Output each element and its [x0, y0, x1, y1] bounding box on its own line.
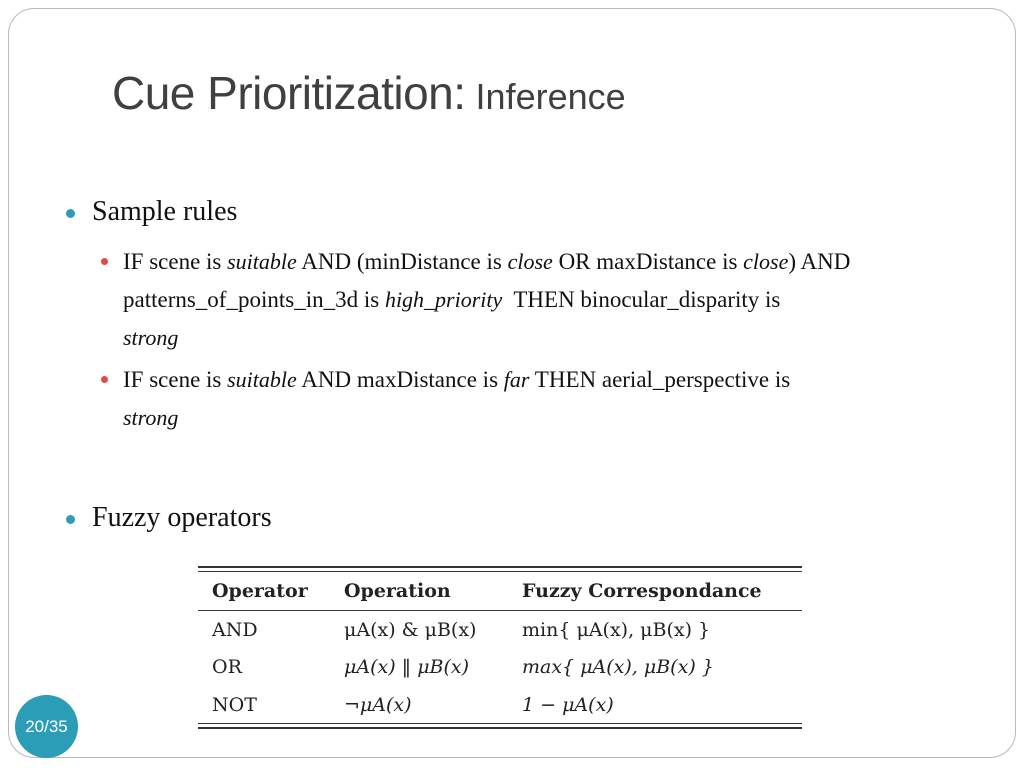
table-cell: OR	[212, 656, 242, 678]
rule-text: AND (minDistance is	[296, 249, 508, 274]
table-cell: μA(x) & μB(x)	[344, 619, 477, 641]
table-cell: ¬μA(x)	[344, 694, 412, 716]
sub-bullet-dot	[101, 376, 108, 383]
bullet-fuzzy-operators: Fuzzy operators	[92, 502, 272, 533]
rule-text: ) AND	[788, 249, 851, 274]
table-cell: NOT	[212, 694, 257, 716]
rule-1-line-3	[123, 319, 983, 357]
rule-italic: high_priority	[384, 287, 503, 312]
rule-italic: strong	[123, 325, 179, 350]
table-bottom-rule	[198, 723, 802, 724]
title-main: Cue Prioritization:	[112, 67, 466, 119]
rule-2	[123, 361, 983, 437]
rule-italic: close	[743, 249, 789, 274]
bullet-dot	[66, 515, 75, 524]
table-bottom-rule-2	[198, 727, 802, 729]
rule-italic: suitable	[227, 249, 297, 274]
rule-text: AND maxDistance is	[296, 367, 504, 392]
rule-italic: strong	[123, 405, 179, 430]
table-top-rule	[198, 566, 802, 568]
rule-text: THEN aerial_perspective is	[529, 367, 791, 392]
table-cell: min{ μA(x), μB(x) }	[522, 619, 711, 641]
rule-1-line-1	[123, 243, 983, 281]
rule-text: OR maxDistance is	[552, 249, 744, 274]
rule-text: IF scene is	[123, 367, 228, 392]
rule-1	[123, 243, 983, 357]
table-cell: AND	[212, 619, 258, 641]
rule-text: THEN binocular_disparity is	[502, 287, 781, 312]
title-sub: Inference	[465, 76, 626, 117]
table-cell: μA(x) ‖ μB(x)	[344, 656, 470, 678]
table-cell: 1 − μA(x)	[522, 694, 614, 716]
sub-bullet-dot	[101, 258, 108, 265]
table-header-fuzzy: Fuzzy Correspondance	[522, 580, 762, 602]
table-header-operation: Operation	[344, 580, 451, 602]
rule-2-line-1	[123, 361, 983, 399]
rule-italic: close	[507, 249, 553, 274]
rule-italic: far	[503, 367, 530, 392]
rule-text: patterns_of_points_in_3d is	[123, 287, 385, 312]
table-top-rule-2	[198, 571, 802, 572]
bullet-sample-rules: Sample rules	[92, 196, 238, 227]
rule-italic: suitable	[227, 367, 297, 392]
rule-2-line-2	[123, 399, 983, 437]
table-header-operator: Operator	[212, 580, 308, 602]
bullet-dot	[66, 209, 75, 218]
rule-text: IF scene is	[123, 249, 228, 274]
table-mid-rule	[198, 610, 802, 611]
slide-title	[112, 66, 626, 120]
table-cell: max{ μA(x), μB(x) }	[522, 656, 714, 678]
rule-1-line-2	[123, 281, 983, 319]
page-number-badge: 20/35	[15, 695, 78, 758]
